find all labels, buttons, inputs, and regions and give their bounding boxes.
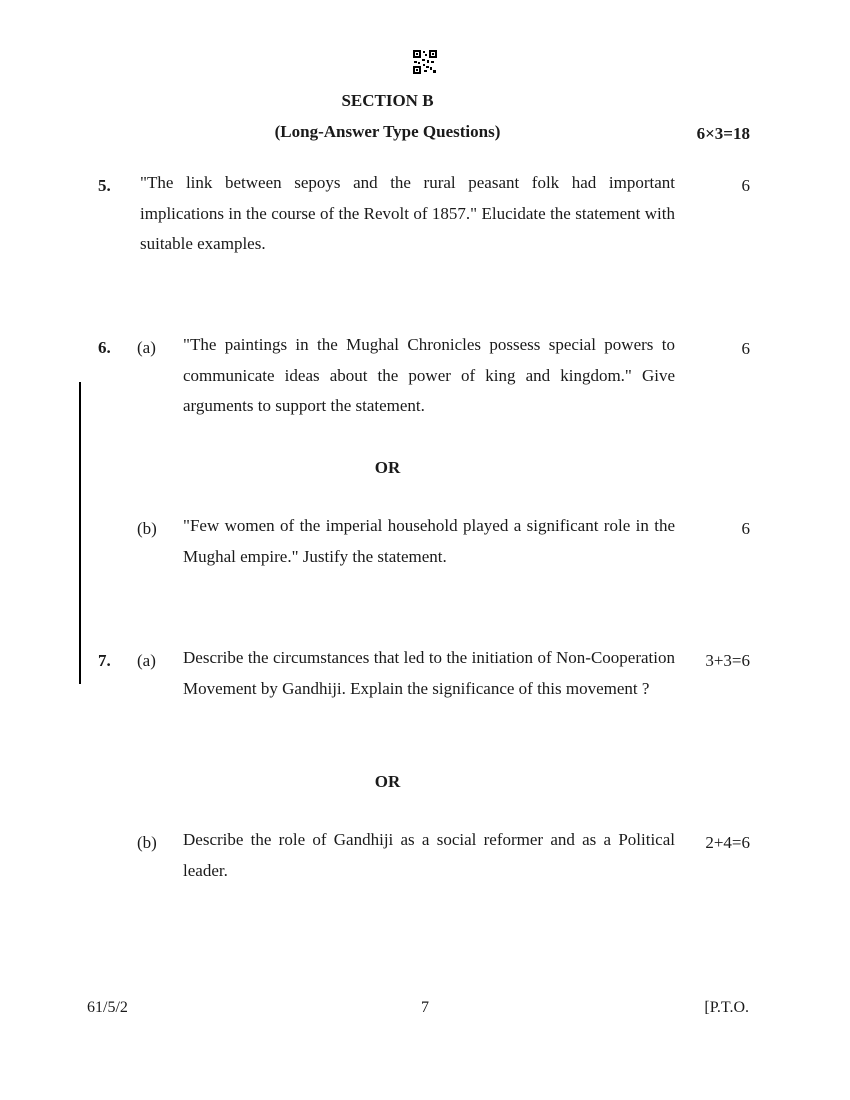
question-text: Describe the circumstances that led to the initiation of Non-Cooperation Movement by Gandhiji. Explain the significance of this movement ? [183, 648, 675, 698]
part-label: (a) [137, 338, 156, 357]
question-number: 6. [98, 338, 111, 357]
section-subtitle: (Long-Answer Type Questions) [274, 122, 501, 141]
question-number: 5. [98, 176, 111, 195]
question-number: 7. [98, 651, 111, 670]
part-label: (b) [137, 833, 157, 852]
page-number: 7 [421, 999, 429, 1016]
question-text: "The paintings in the Mughal Chronicles possess special powers to communicate ideas about the power of king and kingdom." Give arguments to support the statement. [183, 335, 675, 415]
margin-line [79, 382, 81, 684]
question-marks: 2+4=6 [705, 833, 750, 852]
question-marks: 3+3=6 [705, 651, 750, 670]
qr-code-icon [413, 50, 437, 74]
question-text: Describe the role of Gandhiji as a social reformer and as a Political leader. [183, 830, 675, 880]
paper-code: 61/5/2 [87, 999, 128, 1016]
pto-label: [P.T.O. [704, 999, 749, 1016]
or-label: OR [374, 458, 401, 477]
part-label: (a) [137, 651, 156, 670]
part-label: (b) [137, 519, 157, 538]
question-marks: 6 [741, 176, 750, 195]
or-label: OR [374, 772, 401, 791]
section-title: SECTION B [341, 91, 434, 110]
question-text: "Few women of the imperial household played a significant role in the Mughal empire." Justify the statement. [183, 516, 675, 566]
section-marks: 6×3=18 [696, 124, 750, 143]
question-marks: 6 [741, 519, 750, 538]
question-text: "The link between sepoys and the rural peasant folk had important implications in the course of the Revolt of 1857." Elucidate the statement with suitable examples. [140, 173, 675, 253]
question-marks: 6 [741, 339, 750, 358]
